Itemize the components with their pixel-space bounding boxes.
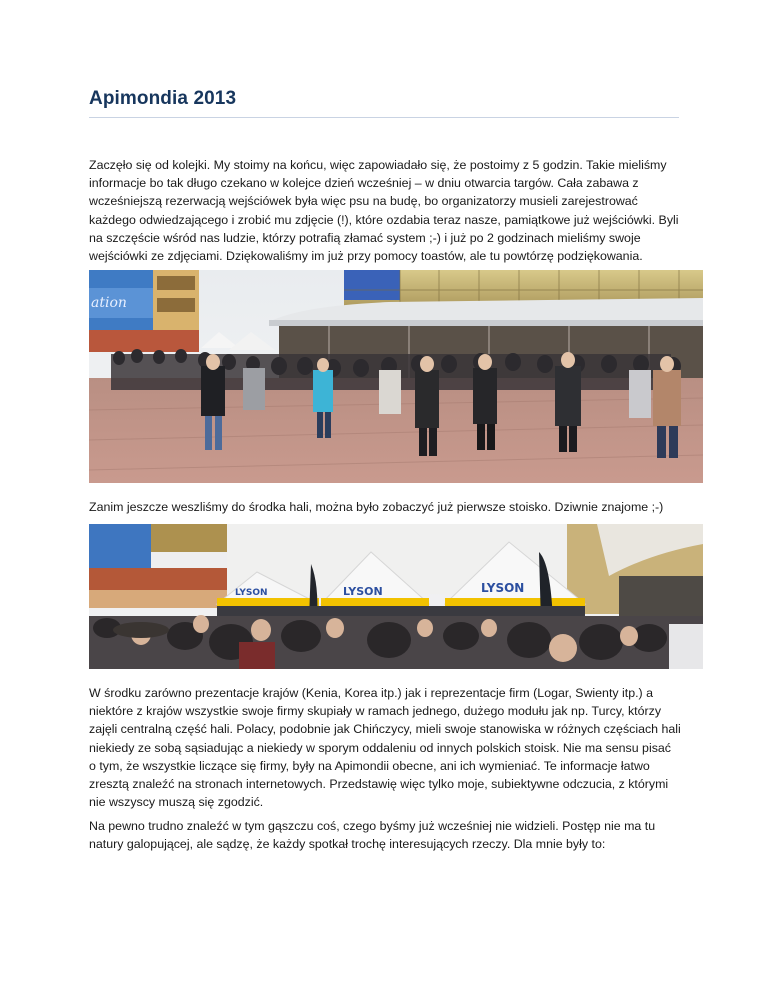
photo-lyson-tents [89,524,703,669]
paragraph-novelties: Na pewno trudno znaleźć w tym gąszczu coś, czego byśmy już wcześniej nie widzieli. Postęp nie ma tu natury galopującej, ale sądzę, że każdy spotkał trochę interesujących rzeczy. Dla mnie były to: [89,819,656,852]
photo-queue-outside-hall [89,270,703,483]
title-underline [89,117,679,118]
paragraph-queue: Zaczęło się od kolejki. My stoimy na końcu, więc zapowiadało się, że postoimy z 5 godzin. Takie mieliśmy informacje bo tak długo czekano w kolejce dzień wcześniej – w dniu otwarcia targów. Cała zabawa z wcześniejszą rezerwacją wejściówek była więc psu na budę, bo organizatorzy musieli zarejestrować każdego odwiedzającego i zrobić mu zdjęcie (!), które ozdabia teraz nasze, pamiątkowe już wejściówki. Byli na szczęście wśród nas ludzie, którzy potrafią złamać system ;-) i już po 2 godzinach mieliśmy swoje wejściówki ze zdjęciami. Dziękowaliśmy im już przy pomocy toastów, ale tu powtórzę podziękowania. [89,158,679,264]
caption-first-stand: Zanim jeszcze weszliśmy do środka hali, można było zobaczyć już pierwsze stoisko. Dziwnie znajome ;-) [89,500,664,514]
hall-sign-text: ation [91,295,127,311]
document-title: Apimondia 2013 [89,88,237,109]
tent-brand-1: LYSON [235,588,268,598]
tent-brand-2: LYSON [343,585,383,598]
paragraph-inside-hall: W środku zarówno prezentacje krajów (Kenia, Korea itp.) jak i reprezentacje firm (Logar, Swienty itp.) a niektóre z krajów wszystkie swoje firmy skupiały w ramach jednego, dużego modułu jak np. Turcy, którzy zajęli centralną część hali. Polacy, podobnie jak Chińczycy, mieli swoje stanowiska w różnych częściach hali niekiedy ze sobą sąsiadując a niekiedy w sporym oddaleniu od innych polskich stoisk. Nie ma sensu pisać o tym, że wszystkie liczące się firmy, były na Apimondii obecne, ani ich wymieniać. Te informacje łatwo zresztą znaleźć na stronach internetowych. Przedstawię więc tylko moje, subiektywne odczucia, z którymi nie wszyscy muszą się zgodzić. [89,686,681,810]
tent-brand-3: LYSON [481,581,525,595]
